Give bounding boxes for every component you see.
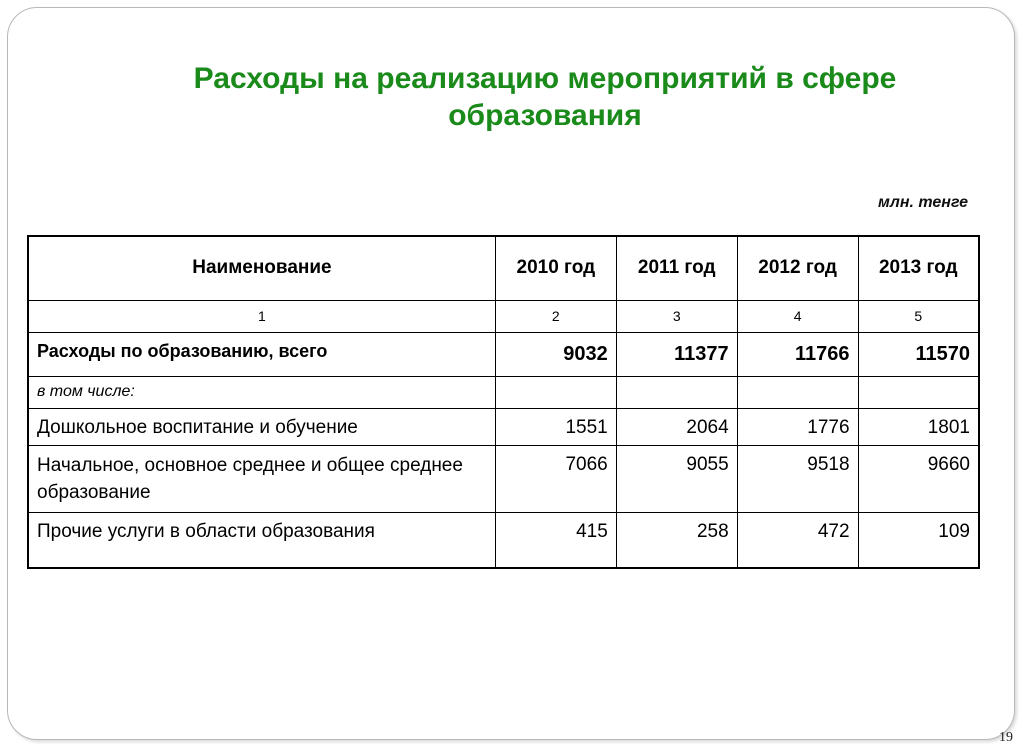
row-value: 9660 [858,445,979,512]
row-value: 9055 [616,445,737,512]
row-value: 1776 [737,408,858,445]
empty-cell [616,376,737,408]
row-value: 1551 [495,408,616,445]
page-number: 19 [999,730,1013,745]
slide-title: Расходы на реализацию мероприятий в сфере образования [193,62,897,132]
empty-cell [495,376,616,408]
header-2012: 2012 год [737,236,858,300]
column-number: 3 [616,300,737,332]
header-2013: 2013 год [858,236,979,300]
including-label: в том числе: [28,376,495,408]
column-number-row [28,300,979,332]
expenditure-table [27,235,980,569]
empty-cell [858,376,979,408]
table-row [28,445,979,512]
row-value: 9518 [737,445,858,512]
units-label: млн. тенге [878,194,968,211]
row-label: Прочие услуги в области образования [28,512,495,568]
row-value: 472 [737,512,858,568]
row-value: 1801 [858,408,979,445]
including-row [28,376,979,408]
row-value: 2064 [616,408,737,445]
table-row [28,512,979,568]
header-2010: 2010 год [495,236,616,300]
column-number: 5 [858,300,979,332]
total-label: Расходы по образованию, всего [28,332,495,376]
empty-cell [737,376,858,408]
total-value-2012: 11766 [737,332,858,376]
column-number: 1 [28,300,495,332]
table-row [28,408,979,445]
row-label: Дошкольное воспитание и обучение [28,408,495,445]
row-value: 109 [858,512,979,568]
total-value-2011: 11377 [616,332,737,376]
total-value-2013: 11570 [858,332,979,376]
column-number: 2 [495,300,616,332]
table-header-row [28,236,979,300]
column-number: 4 [737,300,858,332]
total-value-2010: 9032 [495,332,616,376]
row-label: Начальное, основное среднее и общее среднее образование [28,445,495,512]
row-value: 258 [616,512,737,568]
row-value: 415 [495,512,616,568]
header-2011: 2011 год [616,236,737,300]
header-name: Наименование [28,236,495,300]
row-value: 7066 [495,445,616,512]
total-row [28,332,979,376]
